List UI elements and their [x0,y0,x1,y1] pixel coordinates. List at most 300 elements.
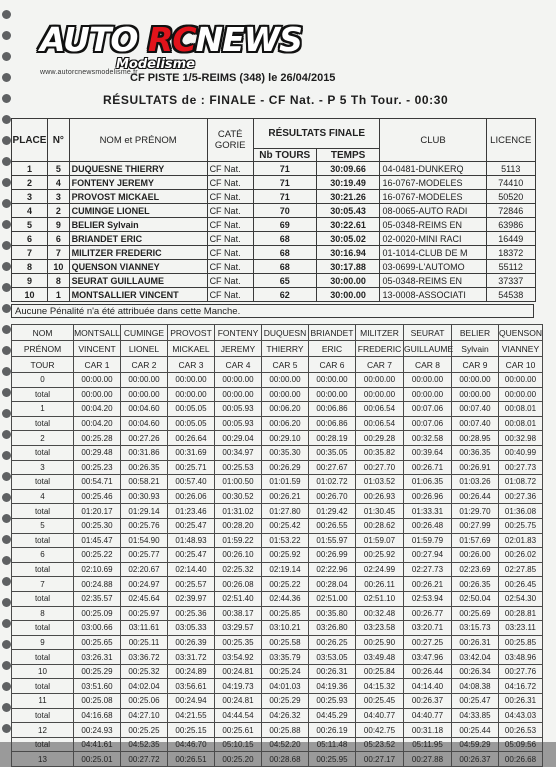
lap-time-cell: 00:26.44 [452,489,499,504]
lap-time-cell: 00:35.80 [309,606,356,621]
laps-cell: 71 [253,190,316,204]
lap-time-cell: 02:54.30 [499,591,543,606]
number-cell: 5 [48,162,70,176]
lap-time-cell: 00:26.44 [404,664,452,679]
number-cell: 9 [48,218,70,232]
lap-time-cell: 02:24.99 [356,562,404,577]
lap-time-cell: 01:29.42 [309,504,356,519]
lap-time-cell: 00:26.31 [309,664,356,679]
licence-cell: 37337 [486,274,535,288]
place-cell: 1 [12,162,48,176]
lap-time-cell: 00:25.44 [452,723,499,738]
lap-label: total [12,475,74,490]
lap-label: 11 [12,694,74,709]
lap-row [12,723,543,738]
name-cell: MONTSALLIER VINCENT [69,288,207,302]
lap-row [12,635,543,650]
name-cell: BRIANDET ERIC [69,232,207,246]
binder-hole [2,304,11,313]
driver-last: CUMINGE [121,325,168,341]
lap-time-cell: 00:25.85 [499,635,543,650]
lap-label: total [12,416,74,431]
lap-label: 3 [12,460,74,475]
lap-time-cell: 00:31.18 [404,723,452,738]
lap-time-cell: 00:00.00 [404,373,452,388]
name-cell: DUQUESNE THIERRY [69,162,207,176]
laps-cell: 65 [253,274,316,288]
lap-time-cell: 00:26.71 [404,460,452,475]
lap-time-cell: 00:26.53 [499,723,543,738]
lap-time-cell: 00:26.64 [168,431,215,446]
binder-hole [2,661,11,670]
lap-total-row [12,533,543,548]
lap-time-cell: 02:27.85 [499,562,543,577]
laps-cell: 71 [253,176,316,190]
lap-time-cell: 01:29.70 [452,504,499,519]
logo-subtitle: Modelisme [116,57,196,72]
lap-time-cell: 00:25.25 [121,723,168,738]
lap-time-cell: 00:25.95 [309,752,356,767]
final-results-table [11,118,536,302]
lap-time-cell: 03:15.73 [452,621,499,636]
col-laps: Nb TOURS [253,149,316,162]
col-place: PLACE [12,119,48,162]
lap-time-cell: 00:26.29 [262,460,309,475]
lap-time-cell: 04:33.85 [452,708,499,723]
lap-time-cell: 00:25.09 [74,606,121,621]
lap-time-cell: 00:07.06 [404,416,452,431]
lap-time-cell: 03:54.92 [215,650,262,665]
lap-label: 6 [12,548,74,563]
lap-time-cell: 01:08.72 [499,475,543,490]
lap-label: 12 [12,723,74,738]
binder-hole [2,577,11,586]
lap-label: total [12,621,74,636]
lap-row [12,373,543,388]
lap-time-cell: 00:26.34 [452,664,499,679]
category-cell: CF Nat. [207,218,253,232]
lap-label: 8 [12,606,74,621]
lap-time-cell: 04:19.36 [309,679,356,694]
lap-time-cell: 00:04.20 [74,416,121,431]
lap-time-cell: 04:43.03 [499,708,543,723]
name-cell: CUMINGE LIONEL [69,204,207,218]
lap-time-cell: 00:25.84 [356,664,404,679]
name-cell: BELIER Sylvain [69,218,207,232]
binder-hole [2,556,11,565]
lap-time-cell: 02:20.67 [121,562,168,577]
results-title: RÉSULTATS de : FINALE - CF Nat. - P 5 Th Tour. - 00:30 [103,93,449,107]
lap-time-cell: 00:26.51 [168,752,215,767]
lap-time-cell: 00:06.86 [309,402,356,417]
lap-time-cell: 00:30.52 [215,489,262,504]
lap-time-cell: 00:25.47 [452,694,499,709]
lap-time-cell: 03:05.33 [168,621,215,636]
lap-time-cell: 00:05.05 [168,402,215,417]
binder-hole [2,178,11,187]
lap-label: 1 [12,402,74,417]
lap-time-cell: 00:25.24 [262,664,309,679]
lap-row [12,460,543,475]
lap-time-cell: 02:45.64 [121,591,168,606]
licence-cell: 16449 [486,232,535,246]
lap-time-cell: 00:35.82 [356,445,404,460]
lap-time-cell: 00:25.22 [262,577,309,592]
lap-time-cell: 00:24.93 [74,723,121,738]
binder-hole [2,94,11,103]
place-cell: 7 [12,246,48,260]
lap-time-cell: 00:25.36 [168,606,215,621]
lap-label: 4 [12,489,74,504]
lap-label: 13 [12,752,74,767]
place-cell: 10 [12,288,48,302]
lap-time-cell: 00:28.20 [215,518,262,533]
driver-last: PROVOST [168,325,215,341]
lap-time-cell: 00:00.00 [74,373,121,388]
lap-time-cell: 03:23.11 [499,621,543,636]
lap-time-cell: 00:32.48 [356,606,404,621]
lap-time-cell: 01:20.17 [74,504,121,519]
lap-time-cell: 00:25.22 [74,548,121,563]
licence-cell: 5113 [486,162,535,176]
lap-time-cell: 01:02.72 [309,475,356,490]
lap-time-cell: 00:25.01 [74,752,121,767]
lap-time-cell: 00:25.46 [74,489,121,504]
logo-wordmark: AUTO RCNEWS [40,20,302,59]
lap-time-cell: 00:26.31 [499,694,543,709]
driver-first: VIANNEY [499,341,543,357]
category-cell: CF Nat. [207,176,253,190]
col-number: N° [48,119,70,162]
licence-cell: 50520 [486,190,535,204]
place-cell: 5 [12,218,48,232]
lap-time-cell: 00:25.65 [74,635,121,650]
lap-time-cell: 00:25.15 [168,723,215,738]
time-cell: 30:05.43 [316,204,380,218]
lap-time-cell: 04:08.38 [452,679,499,694]
lap-time-cell: 00:24.81 [215,664,262,679]
lap-time-cell: 00:27.17 [356,752,404,767]
col-final-results: RÉSULTATS FINALE [253,119,380,149]
penalty-note: Aucune Pénalité n'a été attribuée dans cette Manche. [11,304,534,318]
lap-time-cell: 02:14.40 [168,562,215,577]
lap-time-cell: 00:25.42 [262,518,309,533]
lap-time-cell: 00:00.00 [452,373,499,388]
category-cell: CF Nat. [207,274,253,288]
lap-time-cell: 00:29.04 [215,431,262,446]
lap-time-cell: 00:30.93 [121,489,168,504]
lap-time-cell: 00:27.99 [452,518,499,533]
lap-label: 5 [12,518,74,533]
driver-car: CAR 5 [262,357,309,373]
lap-time-cell: 00:26.31 [452,635,499,650]
driver-car: CAR 4 [215,357,262,373]
lap-time-cell: 00:26.55 [309,518,356,533]
driver-last: DUQUESN [262,325,309,341]
club-cell: 01-1014-CLUB DE M [380,246,486,260]
lap-time-cell: 04:40.77 [356,708,404,723]
lap-row [12,402,543,417]
club-cell: 08-0065-AUTO RADI [380,204,486,218]
lap-time-cell: 02:23.69 [452,562,499,577]
lap-time-cell: 00:06.20 [262,416,309,431]
driver-car: CAR 9 [452,357,499,373]
driver-first: Sylvain [452,341,499,357]
place-cell: 6 [12,232,48,246]
lap-time-cell: 00:26.99 [309,548,356,563]
lap-time-cell: 00:00.00 [262,387,309,402]
lap-time-cell: 00:25.47 [168,518,215,533]
lap-time-cell: 00:25.28 [74,431,121,446]
lap-time-cell: 02:53.94 [404,591,452,606]
lap-time-cell: 03:00.66 [74,621,121,636]
lap-header-row [12,341,543,357]
lap-time-cell: 01:23.46 [168,504,215,519]
lap-total-row [12,504,543,519]
lap-time-cell: 00:32.58 [404,431,452,446]
laps-cell: 71 [253,162,316,176]
lap-label: 10 [12,664,74,679]
binder-hole [2,325,11,334]
binder-hole [2,136,11,145]
lap-time-cell: 01:33.31 [404,504,452,519]
lap-label: total [12,679,74,694]
category-cell: CF Nat. [207,162,253,176]
place-cell: 8 [12,260,48,274]
lap-total-row [12,475,543,490]
lap-time-cell: 00:31.69 [168,445,215,460]
lap-time-cell: 03:31.72 [168,650,215,665]
time-cell: 30:21.26 [316,190,380,204]
lap-time-cell: 00:24.97 [121,577,168,592]
lap-header-row [12,357,543,373]
lap-time-cell: 04:44.54 [215,708,262,723]
lap-time-cell: 04:19.73 [215,679,262,694]
licence-cell: 54538 [486,288,535,302]
lap-time-cell: 02:39.97 [168,591,215,606]
lap-time-cell: 00:25.61 [215,723,262,738]
lap-time-cell: 00:24.81 [215,694,262,709]
lap-time-cell: 00:25.75 [499,518,543,533]
club-cell: 16-0767-MODELES [380,176,486,190]
col-club: CLUB [380,119,486,162]
lap-time-cell: 04:21.55 [168,708,215,723]
time-cell: 30:09.66 [316,162,380,176]
lap-time-cell: 00:32.98 [499,431,543,446]
lap-time-cell: 01:31.02 [215,504,262,519]
driver-last: SEURAT [404,325,452,341]
lap-time-cell: 00:00.00 [309,373,356,388]
binder-hole [2,262,11,271]
lap-time-cell: 00:27.67 [309,460,356,475]
driver-car: CAR 7 [356,357,404,373]
lap-time-cell: 00:00.00 [356,373,404,388]
lap-time-cell: 00:35.05 [309,445,356,460]
lap-time-cell: 00:05.93 [215,402,262,417]
lap-total-row [12,445,543,460]
lap-time-cell: 00:00.00 [121,387,168,402]
lap-label: 2 [12,431,74,446]
number-cell: 1 [48,288,70,302]
lap-time-cell: 00:00.00 [168,387,215,402]
lap-time-cell: 00:28.81 [499,606,543,621]
lap-time-cell: 00:54.71 [74,475,121,490]
lap-time-cell: 00:25.32 [121,664,168,679]
driver-car: CAR 8 [404,357,452,373]
lap-time-cell: 00:26.19 [309,723,356,738]
lap-time-cell: 00:26.39 [168,635,215,650]
lap-time-cell: 00:26.21 [262,489,309,504]
driver-last: MILITZER [356,325,404,341]
lap-time-cell: 01:29.14 [121,504,168,519]
licence-cell: 55112 [486,260,535,274]
binder-hole [2,493,11,502]
lap-time-cell: 00:26.02 [499,548,543,563]
binder-hole [2,52,11,61]
lap-times-table [11,324,543,767]
lap-label: total [12,737,74,752]
binder-hole [2,367,11,376]
lap-time-cell: 01:03.26 [452,475,499,490]
lap-corner-label: NOM [12,325,74,341]
lap-time-cell: 00:27.73 [499,460,543,475]
lap-time-cell: 00:26.35 [121,460,168,475]
binder-hole [2,724,11,733]
lap-time-cell: 00:26.91 [452,460,499,475]
lap-time-cell: 00:00.00 [499,387,543,402]
lap-time-cell: 04:27.10 [121,708,168,723]
place-cell: 2 [12,176,48,190]
driver-first: THIERRY [262,341,309,357]
lap-header-row [12,325,543,341]
club-cell: 16-0767-MODELES [380,190,486,204]
lap-corner-label: TOUR [12,357,74,373]
lap-time-cell: 05:10.15 [215,737,262,752]
binder-hole [2,31,11,40]
lap-time-cell: 00:25.23 [74,460,121,475]
lap-time-cell: 00:25.71 [168,460,215,475]
lap-row [12,548,543,563]
category-cell: CF Nat. [207,288,253,302]
laps-cell: 68 [253,246,316,260]
binder-hole [2,10,11,19]
lap-time-cell: 00:25.76 [121,518,168,533]
lap-time-cell: 00:25.97 [121,606,168,621]
lap-time-cell: 00:27.36 [499,489,543,504]
driver-first: MICKAEL [168,341,215,357]
lap-time-cell: 04:02.04 [121,679,168,694]
category-cell: CF Nat. [207,190,253,204]
club-cell: 03-0699-L'AUTOMO [380,260,486,274]
lap-time-cell: 01:01.59 [262,475,309,490]
lap-time-cell: 00:05.05 [168,416,215,431]
club-cell: 05-0348-REIMS EN [380,218,486,232]
lap-time-cell: 02:51.10 [356,591,404,606]
lap-time-cell: 00:40.99 [499,445,543,460]
lap-time-cell: 00:25.93 [309,694,356,709]
lap-time-cell: 03:56.61 [168,679,215,694]
lap-corner-label: PRÉNOM [12,341,74,357]
club-cell: 04-0481-DUNKERQ [380,162,486,176]
lap-time-cell: 04:41.61 [74,737,121,752]
number-cell: 4 [48,176,70,190]
lap-total-row [12,562,543,577]
number-cell: 8 [48,274,70,288]
name-cell: SEURAT GUILLAUME [69,274,207,288]
lap-time-cell: 00:26.37 [452,752,499,767]
lap-time-cell: 00:39.64 [404,445,452,460]
lap-time-cell: 01:53.22 [262,533,309,548]
result-row [12,218,536,232]
lap-time-cell: 01:03.52 [356,475,404,490]
driver-first: ERIC [309,341,356,357]
lap-time-cell: 05:09.56 [499,737,543,752]
lap-time-cell: 00:07.40 [452,416,499,431]
driver-car: CAR 10 [499,357,543,373]
laps-cell: 68 [253,232,316,246]
lap-total-row [12,679,543,694]
lap-time-cell: 03:36.72 [121,650,168,665]
driver-first: LIONEL [121,341,168,357]
category-cell: CF Nat. [207,260,253,274]
binder-hole [2,598,11,607]
number-cell: 6 [48,232,70,246]
driver-first: GUILLAUME [404,341,452,357]
lap-label: total [12,650,74,665]
lap-time-cell: 03:20.71 [404,621,452,636]
lap-time-cell: 00:42.75 [356,723,404,738]
lap-time-cell: 01:59.79 [404,533,452,548]
lap-time-cell: 00:25.92 [262,548,309,563]
result-row [12,162,536,176]
lap-time-cell: 00:25.77 [121,548,168,563]
lap-time-cell: 00:26.77 [404,606,452,621]
laps-cell: 68 [253,260,316,274]
binder-hole [2,199,11,208]
lap-time-cell: 00:25.35 [215,635,262,650]
binder-hole [2,409,11,418]
lap-time-cell: 00:36.35 [452,445,499,460]
lap-label: 9 [12,635,74,650]
binder-hole [2,472,11,481]
lap-time-cell: 01:48.93 [168,533,215,548]
binder-hole [2,514,11,523]
lap-time-cell: 00:06.20 [262,402,309,417]
lap-label: 7 [12,577,74,592]
lap-time-cell: 03:11.61 [121,621,168,636]
club-cell: 02-0020-MINI RACI [380,232,486,246]
lap-time-cell: 03:10.21 [262,621,309,636]
time-cell: 30:22.61 [316,218,380,232]
lap-time-cell: 00:25.06 [121,694,168,709]
lap-time-cell: 00:25.29 [262,694,309,709]
lap-time-cell: 03:53.05 [309,650,356,665]
lap-time-cell: 00:00.00 [74,387,121,402]
lap-time-cell: 02:27.73 [404,562,452,577]
binder-hole [2,157,11,166]
lap-time-cell: 01:59.22 [215,533,262,548]
lap-time-cell: 00:04.20 [74,402,121,417]
lap-time-cell: 02:35.57 [74,591,121,606]
driver-car: CAR 1 [74,357,121,373]
lap-time-cell: 05:11.95 [404,737,452,752]
lap-time-cell: 00:00.00 [215,387,262,402]
result-row [12,176,536,190]
binder-hole [2,430,11,439]
lap-time-cell: 00:26.21 [404,577,452,592]
lap-time-cell: 00:25.20 [215,752,262,767]
lap-time-cell: 01:55.97 [309,533,356,548]
